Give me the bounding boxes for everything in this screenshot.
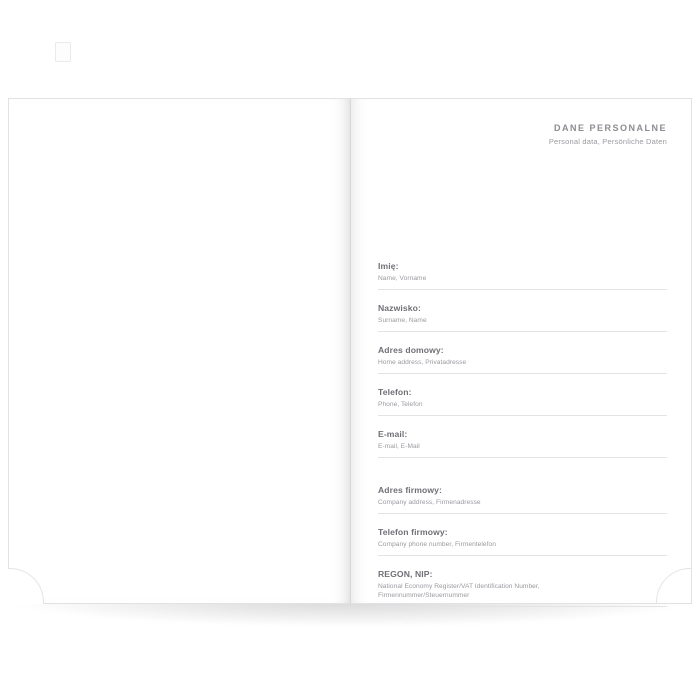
- field-label: Telefon:: [378, 387, 412, 397]
- field-label: Telefon firmowy:: [378, 527, 448, 537]
- field-surname[interactable]: [378, 303, 667, 332]
- page-subtitle: Personal data, Persönliche Daten: [548, 137, 667, 146]
- field-label: Adres firmowy:: [378, 485, 442, 495]
- page-title: DANE PERSONALNE: [553, 123, 667, 133]
- field-sublabel: E-mail, E-Mail: [378, 443, 420, 450]
- field-sublabel: Company address, Firmenadresse: [378, 499, 481, 506]
- right-page: [350, 98, 692, 604]
- field-label: E-mail:: [378, 429, 408, 439]
- page-header: [549, 123, 667, 146]
- personal-data-form: [378, 99, 667, 603]
- field-home-address[interactable]: [378, 345, 667, 374]
- fields-list: [378, 261, 667, 620]
- field-regon-nip[interactable]: [378, 569, 667, 607]
- page-corner-curl-left-icon: [9, 568, 44, 603]
- field-sublabel-line2: Firmennummer/Steuernummer: [378, 592, 470, 599]
- field-sublabel-line1: National Economy Register/VAT Identification Number,: [378, 583, 540, 590]
- field-sublabel: Name, Vorname: [378, 275, 427, 282]
- field-email[interactable]: [378, 429, 667, 458]
- field-sublabel: Phone, Telefon: [378, 401, 423, 408]
- field-label: REGON, NIP:: [378, 569, 433, 579]
- spine-gutter: [350, 98, 351, 604]
- field-phone[interactable]: [378, 387, 667, 416]
- field-sublabel: [378, 582, 667, 600]
- notebook-spread: [8, 98, 692, 604]
- field-label: Imię:: [378, 261, 399, 271]
- field-company-phone[interactable]: [378, 527, 667, 556]
- field-sublabel: Company phone number, Firmentelefon: [378, 541, 496, 548]
- field-label: Adres domowy:: [378, 345, 444, 355]
- corner-marker: [55, 42, 71, 62]
- field-company-address[interactable]: [378, 485, 667, 514]
- field-label: Nazwisko:: [378, 303, 421, 313]
- field-first-name[interactable]: [378, 261, 667, 290]
- field-sublabel: Home address, Privatadresse: [378, 359, 467, 366]
- left-page: [8, 98, 350, 604]
- field-sublabel: Surname, Name: [378, 317, 427, 324]
